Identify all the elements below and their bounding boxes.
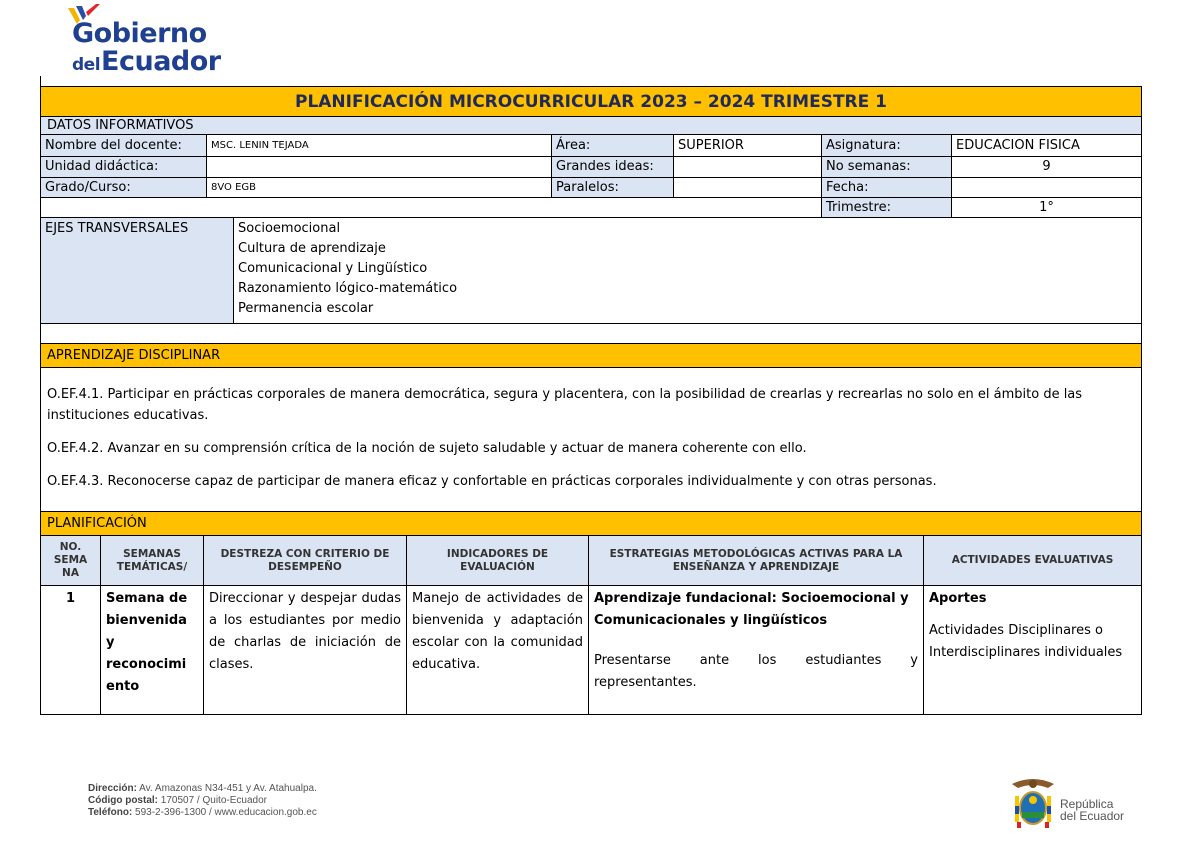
rep-line-2: del Ecuador xyxy=(1060,809,1125,823)
objective-item: O.EF.4.3. Reconocerse capaz de participar de manera eficaz y confortable en prácticas corporales individualmente y con otras personas. xyxy=(47,474,937,489)
asignatura-label: Asignatura: xyxy=(822,135,952,156)
datos-section-label: DATOS INFORMATIVOS xyxy=(41,117,1141,135)
row-destreza: Direccionar y despejar dudas a los estudiantes por medio de charlas de iniciación de clases. xyxy=(204,586,407,714)
semanas-value[interactable]: 9 xyxy=(1042,159,1051,174)
eje-item: Razonamiento lógico-matemático xyxy=(238,281,458,296)
objective-item: O.EF.4.1. Participar en prácticas corporales de manera democrática, segura y placentera, con la posibilidad de crearlas y recrearlas no solo en el ámbito de las instituciones educativas. xyxy=(47,387,1083,423)
objective-item: O.EF.4.2. Avanzar en su comprensión crítica de la noción de sujeto saludable y actuar de manera coherente con ello. xyxy=(47,441,807,456)
telefono-label: Teléfono: xyxy=(88,807,133,818)
republica-logo xyxy=(1008,776,1138,836)
empty-row xyxy=(41,324,1141,344)
telefono-value: 593-2-396-1300 / www.educacion.gob.ec xyxy=(135,807,317,818)
header-actividades: ACTIVIDADES EVALUATIVAS xyxy=(951,554,1114,566)
ejes-label: EJES TRANSVERSALES xyxy=(41,218,234,323)
grado-value[interactable]: 8VO EGB xyxy=(207,178,552,197)
header-semanas: SEMANAS TEMÁTICAS/ xyxy=(101,536,204,585)
fecha-label: Fecha: xyxy=(822,178,952,197)
actividades-title: Aportes xyxy=(929,591,987,606)
logo-ecuador: Ecuador xyxy=(101,46,221,77)
eje-item: Socioemocional xyxy=(238,221,341,236)
objectives-block xyxy=(41,368,1141,512)
row-semana: Semana de bienvenida y reconocimi ento xyxy=(101,586,204,714)
unidad-value[interactable] xyxy=(207,157,552,177)
docente-label: Nombre del docente: xyxy=(41,135,207,156)
unidad-label: Unidad didáctica: xyxy=(41,157,207,177)
empty-spacer xyxy=(41,198,822,217)
grado-label: Grado/Curso: xyxy=(41,178,207,197)
row-actividades xyxy=(924,586,1141,714)
trimestre-label: Trimestre: xyxy=(822,198,952,217)
logo-line-1: Gobierno xyxy=(72,18,207,49)
header-estrategias: ESTRATEGIAS METODOLÓGICAS ACTIVAS PARA LA ENSEÑANZA Y APRENDIZAJE xyxy=(589,536,924,585)
grandes-ideas-label: Grandes ideas: xyxy=(552,157,674,177)
row-number: 1 xyxy=(41,586,101,714)
coat-of-arms-icon xyxy=(1008,776,1058,836)
header-numero: NO. SEMA NA xyxy=(41,536,101,585)
estrategias-text: Presentarse ante los estudiantes y representantes. xyxy=(594,653,918,690)
actividades-text: Actividades Disciplinares o Interdisciplinares individuales xyxy=(929,623,1123,660)
aprendizaje-label: APRENDIZAJE DISCIPLINAR xyxy=(41,344,1141,368)
fecha-value[interactable] xyxy=(952,178,1141,197)
ejes-list xyxy=(234,218,1141,323)
header-indicadores: INDICADORES DE EVALUACIÓN xyxy=(407,536,589,585)
paralelos-label: Paralelos: xyxy=(552,178,674,197)
trimestre-value[interactable]: 1° xyxy=(1039,200,1054,215)
grandes-ideas-value[interactable] xyxy=(674,157,822,177)
table-row xyxy=(41,586,1141,714)
area-label: Área: xyxy=(552,135,674,156)
republica-text xyxy=(1060,798,1124,822)
planning-document xyxy=(40,86,1142,715)
eje-item: Comunicacional y Lingüístico xyxy=(238,261,428,276)
postal-label: Código postal: xyxy=(88,795,158,806)
document-title: PLANIFICACIÓN MICROCURRICULAR 2023 – 2024 TRIMESTRE 1 xyxy=(41,87,1141,117)
direccion-value: Av. Amazonas N34-451 y Av. Atahualpa. xyxy=(139,783,317,794)
gobierno-logo xyxy=(60,4,230,77)
area-value[interactable]: SUPERIOR xyxy=(674,135,822,156)
planificacion-label: PLANIFICACIÓN xyxy=(41,512,1141,536)
rep-line-1: República xyxy=(1060,797,1114,811)
semanas-label: No semanas: xyxy=(822,157,952,177)
eje-item: Cultura de aprendizaje xyxy=(238,241,386,256)
postal-value: 170507 / Quito-Ecuador xyxy=(160,795,267,806)
logo-line-2 xyxy=(72,46,221,77)
logo-del: del xyxy=(72,55,101,75)
footer-address xyxy=(88,783,317,819)
asignatura-value[interactable]: EDUCACION FISICA xyxy=(956,138,1080,153)
paralelos-value[interactable] xyxy=(674,178,822,197)
eje-item: Permanencia escolar xyxy=(238,301,374,316)
row-indicadores: Manejo de actividades de bienvenida y adaptación escolar con la comunidad educativa. xyxy=(407,586,589,714)
header-destreza: DESTREZA CON CRITERIO DE DESEMPEÑO xyxy=(204,536,407,585)
docente-value[interactable]: MSC. LENIN TEJADA xyxy=(207,135,552,156)
estrategias-title: Aprendizaje fundacional: Socioemocional y Comunicacionales y lingüísticos xyxy=(594,591,909,628)
direccion-label: Dirección: xyxy=(88,783,137,794)
row-estrategias xyxy=(589,586,924,714)
